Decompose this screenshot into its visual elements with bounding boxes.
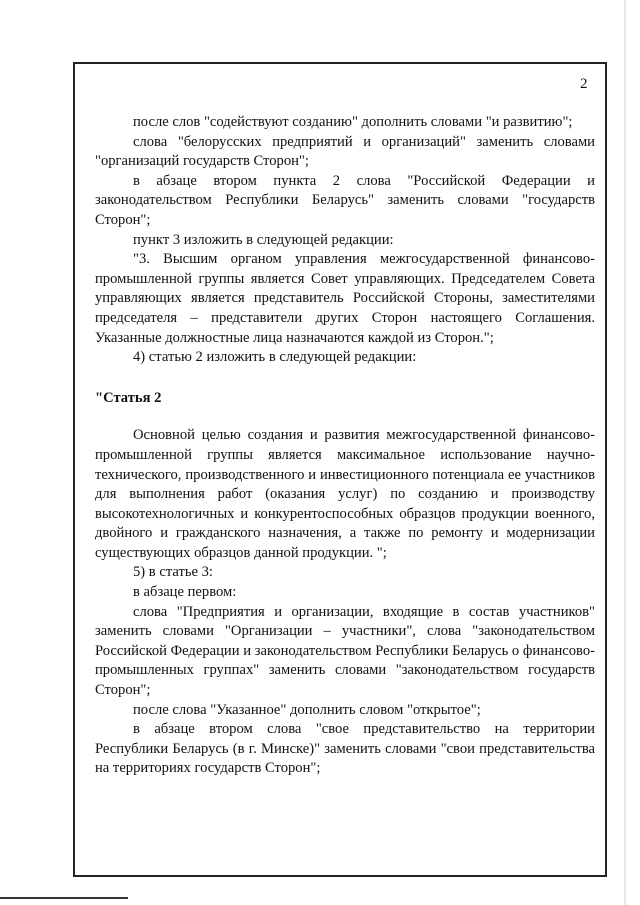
paragraph-4: пункт 3 изложить в следующей редакции:: [133, 231, 394, 248]
scan-bottom-line: [0, 897, 128, 899]
page-number: 2: [580, 76, 588, 92]
paragraph-1: после слов "содействуют созданию" дополнить словами "и развитию";: [133, 114, 573, 130]
paragraph-10: слова "Предприятия и организации, входящие в состав участников" заменить словами "Организации – участники", слова "законодательством Российской Федерации и законодательством Республики Беларусь о финансово-промышленных группах" заменить словами "законодательством государств Сторон";: [95, 603, 595, 699]
paragraph-7: Основной целью создания и развития межгосударственной финансово-промышленной группы является максимальное использование научно-технического, производственного и инвестиционного потенциала ее участников для выполнения работ (оказания услуг) по созданию и производству высокотехнологичных и конкурентоспособных образцов продукции военного, двойного и гражданского назначения, а также по ремонту и модернизации существующих образцов данной продукции. ";: [95, 427, 595, 561]
scan-edge: [624, 0, 626, 905]
paragraph-8: 5) в статье 3:: [133, 564, 213, 581]
paragraph-5: "3. Высшим органом управления межгосударственной финансово-промышленной группы является Совет управляющих. Председателем Совета управляющих является представитель Российской Стороны, заместителями председателя – представители других Сторон настоящего Соглашения. Указанные должностные лица назначаются каждой из Сторон.";: [95, 251, 595, 346]
paragraph-12: в абзаце втором слова "свое представительство на территории Республики Беларусь (в г. Минске)" заменить словами "свои представительства на территориях государств Сторон";: [95, 721, 595, 777]
paragraph-2: слова "белорусских предприятий и организаций" заменить словами "организаций государств Сторон";: [95, 133, 595, 170]
document-body: [95, 113, 595, 779]
paragraph-11: после слова "Указанное" дополнить словом "открытое";: [133, 701, 481, 718]
article-heading: "Статья 2: [95, 389, 162, 406]
paragraph-3: в абзаце втором пункта 2 слова "Российской Федерации и законодательством Республики Беларусь" заменить словами "государств Сторон";: [95, 172, 595, 228]
paragraph-9: в абзаце первом:: [133, 584, 237, 601]
paragraph-6: 4) статью 2 изложить в следующей редакции:: [133, 349, 417, 366]
